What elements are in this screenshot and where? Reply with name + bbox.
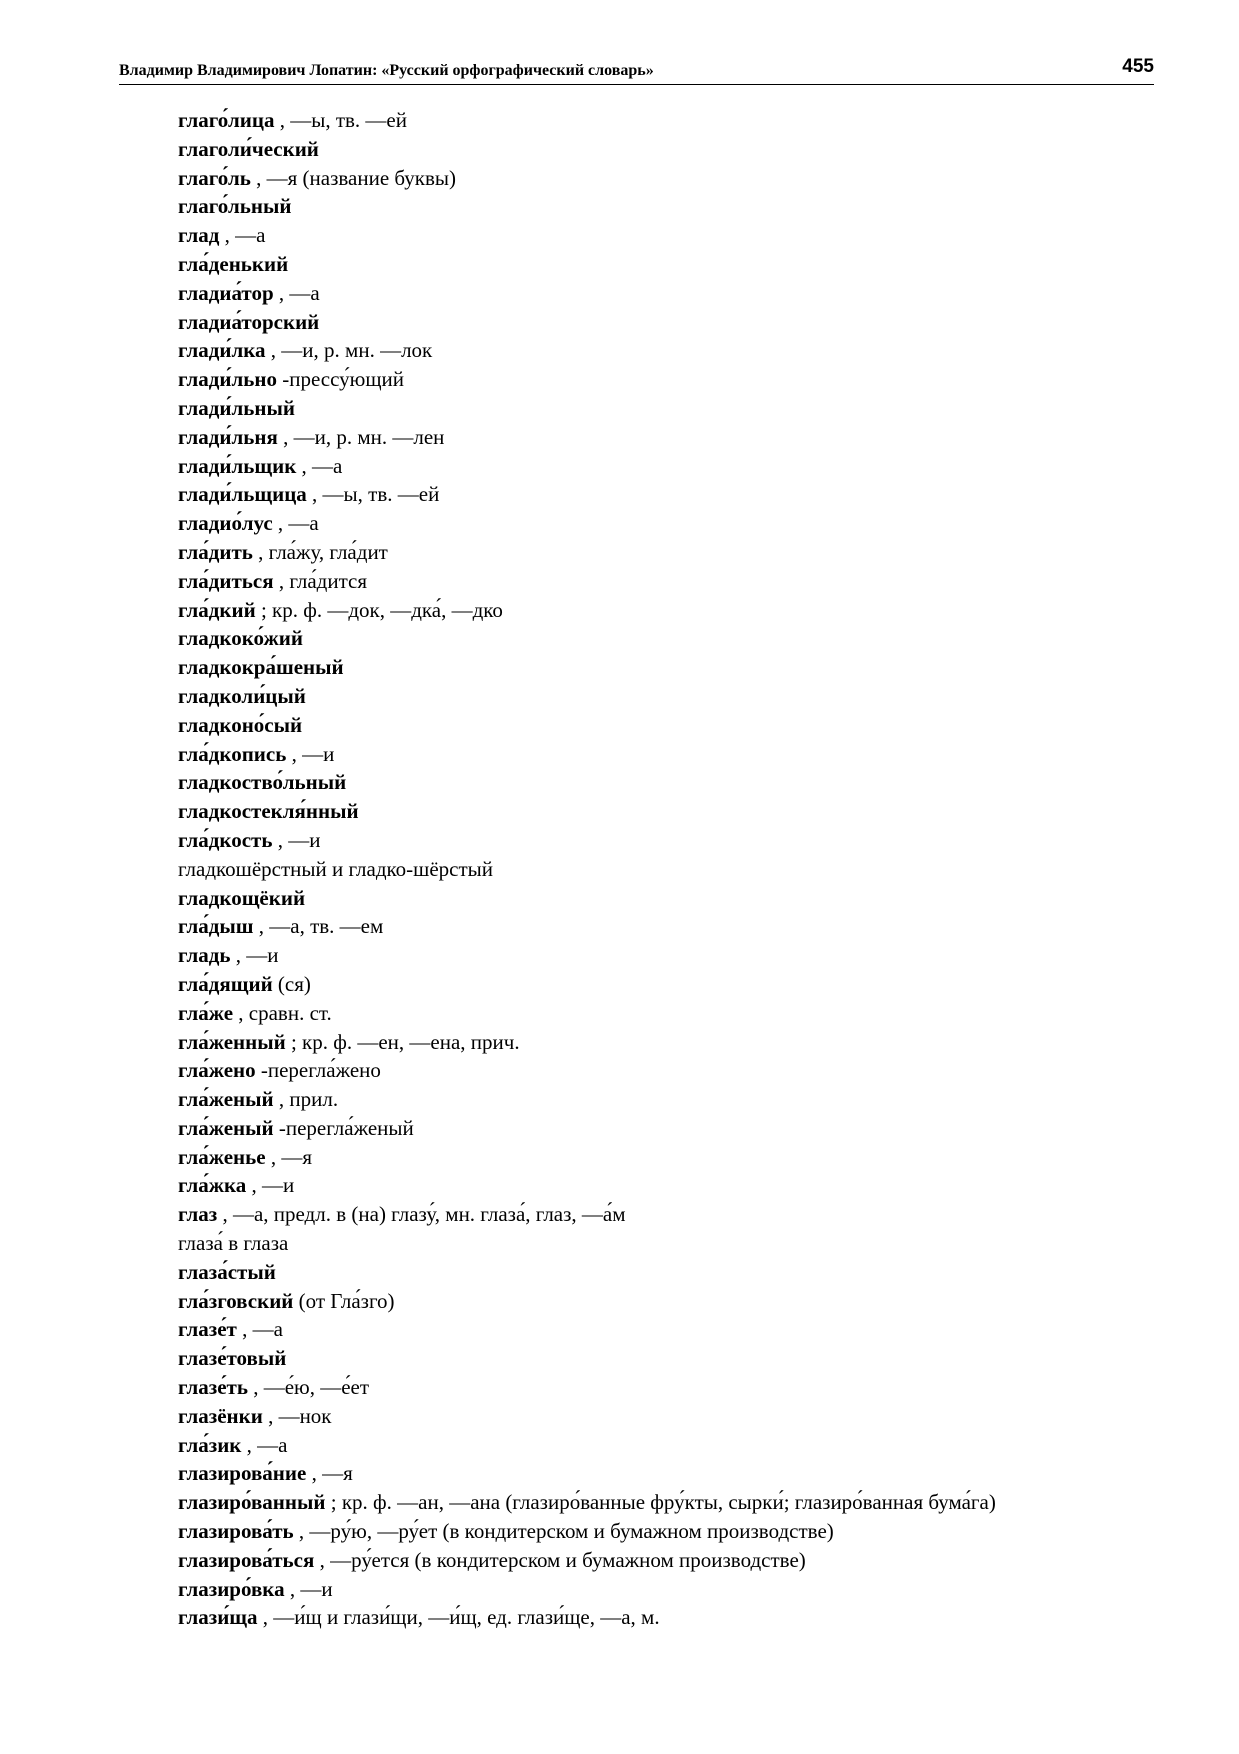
entry-headword: глазирова́ние [178,1461,307,1486]
entry-gloss: , —и [284,1576,333,1601]
entry-gloss: , —и, р. мн. —лен [277,424,445,449]
entry-gloss: , —е́ю, —е́ет [247,1375,370,1400]
dictionary-entry [119,1488,1154,1517]
entry-headword: гладконо́сый [178,712,303,737]
dictionary-entry [119,624,1154,653]
entry-headword: гла́дкий [178,597,256,622]
page-header [119,56,1154,85]
entry-headword: глазирова́ться [178,1547,315,1572]
entry-gloss: , —я (название буквы) [250,165,456,190]
dictionary-entry [119,1315,1154,1344]
dictionary-entry [119,682,1154,711]
entry-gloss: , —и́щ и глази́щи, —и́щ, ед. глази́ще, —а, м. [257,1605,660,1630]
entry-headword: глази́ща [178,1605,258,1630]
entry-gloss: , —ы, тв. —ей [306,482,440,507]
dictionary-entry [119,1056,1154,1085]
dictionary-entry [119,1114,1154,1143]
dictionary-entry [119,855,1154,884]
dictionary-entry [119,308,1154,337]
dictionary-entry [119,1546,1154,1575]
dictionary-entry [119,1143,1154,1172]
entry-headword: глади́льщик [178,453,297,478]
dictionary-entry [119,567,1154,596]
entry-headword: глади́лка [178,338,266,363]
entry-headword: глазёнки [178,1403,263,1428]
entry-headword: глаго́льный [178,194,292,219]
entry-headword: глади́льный [178,395,295,420]
entry-headword: глади́льщица [178,482,307,507]
entry-gloss: , —и [286,741,335,766]
entry-headword: гла́жка [178,1173,247,1198]
dictionary-entries [119,106,1154,1632]
entry-gloss: , —и [230,943,279,968]
entry-gloss: , гла́дится [273,568,368,593]
dictionary-entry [119,970,1154,999]
entry-gloss: -перегла́женый [273,1115,414,1140]
dictionary-entry [119,192,1154,221]
entry-gloss: , —нок [262,1403,332,1428]
entry-headword: гла́же [178,1000,234,1025]
entry-gloss: , —а [273,280,320,305]
entry-headword: гладь [178,943,231,968]
entry-headword: гладио́лус [178,511,273,536]
entry-gloss: , —а [236,1317,283,1342]
entry-gloss: , гла́жу, гла́дит [252,539,388,564]
entry-gloss: ; кр. ф. —ан, —ана (глазиро́ванные фру́кты, сырки́; глазиро́ванная бума́га) [325,1490,996,1515]
dictionary-entry [119,365,1154,394]
entry-gloss: глаза́ в глаза [178,1231,289,1256]
entry-headword: глаза́стый [178,1259,276,1284]
entry-headword: гладкощёкий [178,885,306,910]
entry-gloss: (ся) [272,971,311,996]
entry-headword: гладкокра́шеный [178,655,344,680]
entry-headword: гла́зговский [178,1288,294,1313]
dictionary-entry [119,1402,1154,1431]
dictionary-entry [119,596,1154,625]
entry-headword: глаголи́ческий [178,136,319,161]
entry-headword: глазирова́ть [178,1519,294,1544]
dictionary-entry [119,1431,1154,1460]
running-title: Владимир Владимирович Лопатин: «Русский орфографический словарь» [119,62,654,79]
dictionary-entry [119,394,1154,423]
dictionary-entry [119,1517,1154,1546]
entry-gloss: , —я [265,1144,312,1169]
dictionary-entry [119,711,1154,740]
dictionary-entry [119,279,1154,308]
entry-headword: гла́женый [178,1087,274,1112]
entry-headword: гла́дкопись [178,741,287,766]
dictionary-entry [119,480,1154,509]
dictionary-entry [119,538,1154,567]
entry-headword: гла́дить [178,539,253,564]
entry-gloss: , —а, тв. —ем [253,914,384,939]
entry-headword: глаго́лица [178,108,275,132]
entry-headword: гла́зик [178,1432,242,1457]
entry-gloss: ; кр. ф. —док, —дка́, —дко [255,597,503,622]
page-number: 455 [1122,56,1154,77]
entry-gloss: , —а [219,223,266,248]
entry-gloss: гладкошёрстный и гладко-шёрстый [178,856,493,881]
entry-headword: гла́женье [178,1144,266,1169]
entry-headword: гла́женый [178,1115,274,1140]
entry-headword: глазе́товый [178,1346,287,1371]
entry-gloss: -прессу́ющий [276,367,404,392]
entry-gloss: , —а [296,453,343,478]
dictionary-entry [119,1171,1154,1200]
entry-gloss: , —ру́ется (в кондитерском и бумажном производстве) [314,1547,806,1572]
entry-headword: гладколи́цый [178,683,306,708]
entry-gloss: (от Гла́зго) [293,1288,395,1313]
entry-headword: гладкоко́жий [178,626,303,651]
entry-headword: глазиро́вка [178,1576,285,1601]
entry-headword: гладкоство́льный [178,770,347,795]
dictionary-entry [119,653,1154,682]
entry-gloss: , —а, предл. в (на) глазу́, мн. глаза́, глаз, —а́м [217,1202,626,1227]
entry-gloss: , —и [272,827,321,852]
dictionary-entry [119,164,1154,193]
entry-headword: гла́женный [178,1029,286,1054]
dictionary-entry [119,826,1154,855]
dictionary-entry [119,884,1154,913]
entry-headword: глаз [178,1202,218,1227]
entry-headword: гла́денький [178,251,289,276]
dictionary-entry [119,1344,1154,1373]
entry-gloss: , —и, р. мн. —лок [265,338,433,363]
dictionary-entry [119,452,1154,481]
dictionary-entry [119,1258,1154,1287]
entry-gloss: , —ы, тв. —ей [274,108,407,132]
entry-gloss: , —я [306,1461,353,1486]
entry-headword: гладиа́тор [178,280,274,305]
dictionary-entry [119,1085,1154,1114]
dictionary-entry [119,797,1154,826]
dictionary-entry [119,221,1154,250]
dictionary-entry [119,768,1154,797]
dictionary-entry [119,1459,1154,1488]
dictionary-entry [119,1287,1154,1316]
entry-headword: гла́дыш [178,914,254,939]
dictionary-entry [119,336,1154,365]
entry-gloss: , —а [241,1432,288,1457]
entry-gloss: , —а [272,511,319,536]
entry-headword: гладкостекля́нный [178,799,359,824]
entry-headword: глади́льня [178,424,278,449]
dictionary-entry [119,999,1154,1028]
dictionary-entry [119,912,1154,941]
entry-headword: гла́жено [178,1058,256,1083]
dictionary-entry [119,1229,1154,1258]
entry-gloss: , —ру́ю, —ру́ет (в кондитерском и бумажном производстве) [293,1519,834,1544]
entry-headword: гла́диться [178,568,274,593]
entry-headword: глазиро́ванный [178,1490,326,1515]
entry-headword: глаго́ль [178,165,251,190]
entry-gloss: ; кр. ф. —ен, —ена, прич. [285,1029,520,1054]
dictionary-entry [119,941,1154,970]
entry-gloss: , —и [246,1173,295,1198]
dictionary-entry [119,1028,1154,1057]
dictionary-entry [119,509,1154,538]
dictionary-entry [119,1603,1154,1632]
dictionary-entry [119,1200,1154,1229]
dictionary-entry [119,423,1154,452]
entry-headword: гла́дящий [178,971,273,996]
entry-gloss: , прил. [273,1087,339,1112]
dictionary-entry [119,1575,1154,1604]
entry-headword: гладиа́торский [178,309,320,334]
entry-headword: глади́льно [178,367,277,392]
dictionary-entry [119,1373,1154,1402]
dictionary-entry [119,740,1154,769]
dictionary-entry [119,250,1154,279]
dictionary-entry [119,106,1154,135]
entry-headword: глазе́т [178,1317,237,1342]
entry-gloss: , сравн. ст. [233,1000,332,1025]
dictionary-entry [119,135,1154,164]
entry-headword: глад [178,223,220,248]
entry-headword: гла́дкость [178,827,273,852]
entry-headword: глазе́ть [178,1375,248,1400]
entry-gloss: -перегла́жено [255,1058,381,1083]
